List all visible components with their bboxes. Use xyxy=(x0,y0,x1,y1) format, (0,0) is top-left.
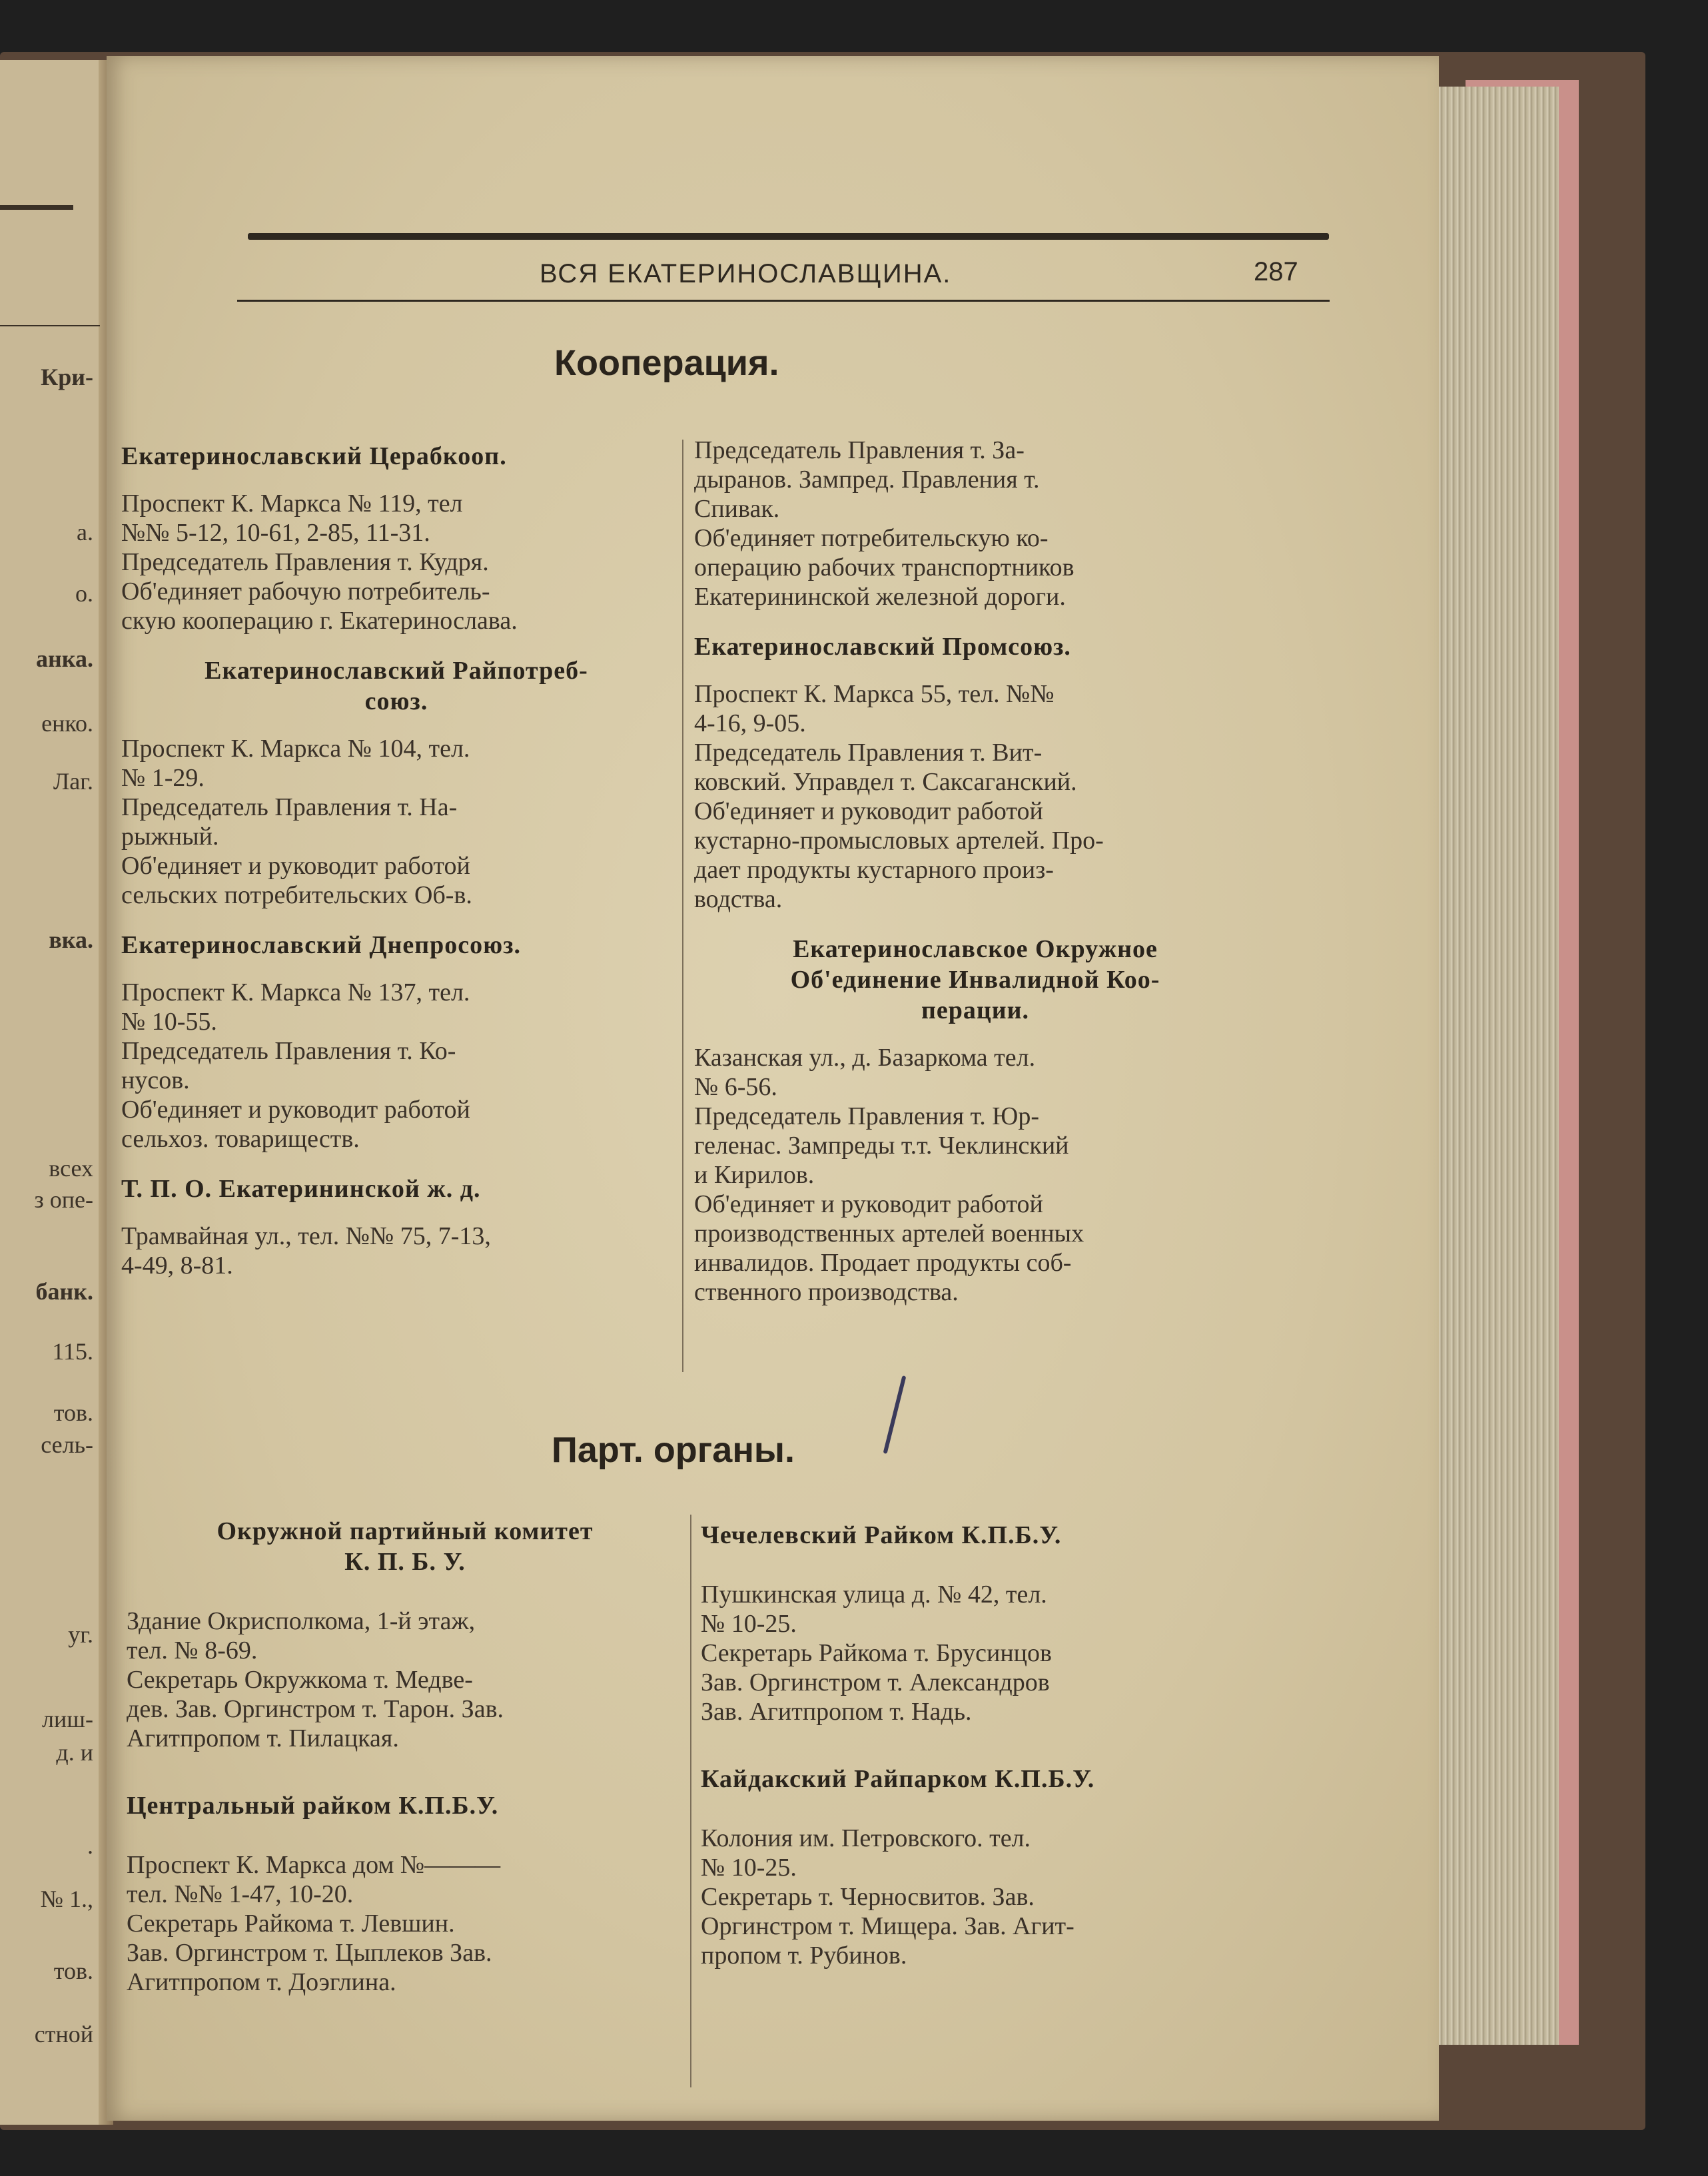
entry-title xyxy=(694,631,1256,662)
entry-text-line: Колония им. Петровского. тел. xyxy=(701,1824,1031,1852)
entry-title-line: перации. xyxy=(921,996,1030,1024)
pencil-mark xyxy=(883,1375,907,1454)
left-page-fragment-bank: банк. xyxy=(35,1278,93,1305)
entry-title xyxy=(694,934,1256,1026)
entry-title xyxy=(121,1174,671,1204)
entry-text-line: производственных артелей военных xyxy=(694,1220,1084,1248)
entry-text-line: № 10-55. xyxy=(121,1008,217,1036)
entry-text-line: Спивак. xyxy=(694,495,780,523)
entry-text-line: №№ 5-12, 10-61, 2-85, 11-31. xyxy=(121,519,430,547)
entry-text-line: Председатель Правления т. Кудря. xyxy=(121,548,489,576)
entry-text-line: Председатель Правления т. На- xyxy=(121,793,458,821)
entry-text-line: Проспект К. Маркса № 104, тел. xyxy=(121,735,470,763)
entry-text-line: ственного производства. xyxy=(694,1278,959,1306)
left-page-fragment-n1: № 1., xyxy=(40,1886,93,1912)
entry-text-line: Об'единяет потребительскую ко- xyxy=(694,524,1049,552)
entry-text-line: 4-49, 8-81. xyxy=(121,1252,233,1279)
entry-title xyxy=(701,1764,1264,1794)
left-page-fragment-a: а. xyxy=(77,519,93,545)
entry-title xyxy=(701,1520,1264,1551)
entry-title xyxy=(121,930,671,960)
header-rule-thick xyxy=(248,233,1329,240)
directory-entry xyxy=(121,655,671,910)
entry-text-line: нусов. xyxy=(121,1066,190,1094)
left-page-fragment-n115: 115. xyxy=(52,1338,93,1365)
entry-title-line: Екатеринославский Днепросоюз. xyxy=(121,931,521,959)
entry-text-line: Об'единяет и руководит работой xyxy=(121,852,470,880)
directory-entry xyxy=(701,1520,1264,1726)
directory-entry xyxy=(121,930,671,1154)
entry-text-line: Секретарь т. Черносвитов. Зав. xyxy=(701,1883,1035,1911)
entry-text-line: Агитпропом т. Доэглина. xyxy=(127,1968,396,1996)
left-page-fragment-lish: лиш- xyxy=(42,1706,93,1732)
entry-text-line: Проспект К. Маркса дом №——— xyxy=(127,1851,501,1879)
directory-entry xyxy=(701,1764,1264,1970)
left-page-head-rule xyxy=(0,325,100,326)
running-head: ВСЯ ЕКАТЕРИНОСЛАВЩИНА. xyxy=(540,259,952,288)
entry-text-line: Об'единяет и руководит работой xyxy=(694,797,1043,825)
entry-text-line: Казанская ул., д. Базаркома тел. xyxy=(694,1044,1036,1072)
entry-text-line: и Кирилов. xyxy=(694,1161,815,1189)
left-page-fragment-ope: з опе- xyxy=(34,1186,93,1213)
entry-text-line: Проспект К. Маркса № 119, тел xyxy=(121,490,463,518)
column-divider-party xyxy=(690,1515,691,2087)
entry-text-line: Секретарь Райкома т. Левшин. xyxy=(127,1910,455,1938)
directory-entry xyxy=(121,441,671,635)
entry-title-line: Екатеринославское Окружное xyxy=(793,935,1158,963)
left-page-fragment-lag: Лаг. xyxy=(53,768,93,795)
entry-text-line: Зав. Оргинстром т. Цыплеков Зав. xyxy=(127,1939,492,1967)
entry-text-line: кустарно-промысловых артелей. Про- xyxy=(694,827,1104,855)
entry-title-line: союз. xyxy=(364,687,428,715)
entry-text-line: Секретарь Окружкома т. Медве- xyxy=(127,1666,473,1694)
directory-entry xyxy=(694,934,1256,1307)
page-287 xyxy=(107,56,1439,2121)
entry-text-line: Об'единяет и руководит работой xyxy=(121,1096,470,1124)
entry-text-line: тел. №№ 1-47, 10-20. xyxy=(127,1880,354,1908)
left-page-top-rule xyxy=(0,205,73,210)
left-page-fragment-dot: . xyxy=(87,1832,93,1859)
directory-entry xyxy=(694,436,1256,611)
entry-title xyxy=(127,1790,683,1821)
entry-text-line: Зав. Агитпропом т. Надь. xyxy=(701,1698,972,1726)
header-rule-thin xyxy=(237,300,1330,302)
entry-text-line: Председатель Правления т. За- xyxy=(694,436,1025,464)
section-title-cooperation: Кооперация. xyxy=(554,343,779,383)
entry-text-line: Здание Окрисполкома, 1-й этаж, xyxy=(127,1607,476,1635)
directory-entry xyxy=(694,631,1256,914)
entry-text-line: Председатель Правления т. Юр- xyxy=(694,1102,1040,1130)
entry-title-line: К. П. Б. У. xyxy=(344,1548,466,1576)
left-page-fragment-vka: вка. xyxy=(49,926,93,953)
book-page-stack xyxy=(1426,87,1559,2045)
page-number: 287 xyxy=(1254,257,1298,286)
directory-entry xyxy=(127,1790,683,1997)
left-page-fragment-o: о. xyxy=(75,580,93,607)
entry-text-line: Агитпропом т. Пилацкая. xyxy=(127,1724,399,1752)
entry-text-line: тел. № 8-69. xyxy=(127,1636,258,1664)
directory-entry xyxy=(127,1516,683,1753)
entry-text-line: Проспект К. Маркса 55, тел. №№ xyxy=(694,680,1055,708)
entry-title-line: Екатеринославский Райпотреб- xyxy=(205,657,588,685)
entry-text-line: Председатель Правления т. Вит- xyxy=(694,739,1043,767)
entry-text-line: сельских потребительских Об-в. xyxy=(121,881,472,909)
entry-text-line: дев. Зав. Оргинстром т. Тарон. Зав. xyxy=(127,1695,504,1723)
entry-text-line: дыранов. Зампред. Правления т. xyxy=(694,466,1040,494)
party-column-right xyxy=(701,1520,1264,2007)
left-page-fragment xyxy=(0,60,113,2125)
entry-title-line: Окружной партийный комитет xyxy=(216,1517,594,1545)
entry-title-line: Кайдакский Райпарком К.П.Б.У. xyxy=(701,1765,1095,1793)
entry-text-line: Зав. Оргинстром т. Александров xyxy=(701,1668,1050,1696)
entry-title xyxy=(121,655,671,717)
left-page-fragment-ug: уг. xyxy=(68,1621,93,1648)
entry-text-line: рыжный. xyxy=(121,823,219,851)
section-title-party-organs: Парт. органы. xyxy=(552,1430,795,1470)
entry-title xyxy=(121,441,671,472)
left-page-fragment-sel: сель- xyxy=(41,1431,93,1458)
left-page-fragment-kri: Кри- xyxy=(41,364,93,390)
entry-text-line: № 10-25. xyxy=(701,1610,797,1638)
left-page-fragment-d_i: д. и xyxy=(56,1739,93,1766)
entry-text-line: сельхоз. товариществ. xyxy=(121,1125,360,1153)
left-page-fragment-enko: енко. xyxy=(41,710,93,737)
entry-text-line: № 10-25. xyxy=(701,1854,797,1882)
entry-title-line: Екатеринославский Церабкооп. xyxy=(121,442,507,470)
entry-text-line: Секретарь Райкома т. Брусинцов xyxy=(701,1639,1052,1667)
left-page-fragment-anka: анка. xyxy=(36,645,93,672)
left-page-fragment-tov2: тов. xyxy=(53,1958,93,1984)
entry-title-line: Чечелевский Райком К.П.Б.У. xyxy=(701,1521,1062,1549)
entry-text-line: Проспект К. Маркса № 137, тел. xyxy=(121,978,470,1006)
entry-title-line: Екатеринославский Промсоюз. xyxy=(694,633,1071,661)
entry-text-line: Председатель Правления т. Ко- xyxy=(121,1037,456,1065)
entry-text-line: Пушкинская улица д. № 42, тел. xyxy=(701,1581,1047,1609)
left-page-fragment-stnoi: стной xyxy=(34,2021,93,2047)
entry-text-line: Оргинстром т. Мищера. Зав. Агит- xyxy=(701,1912,1074,1940)
left-page-fragment-vseh: всех xyxy=(49,1155,93,1182)
column-divider xyxy=(682,440,683,1372)
entry-text-line: Об'единяет и руководит работой xyxy=(694,1190,1043,1218)
entry-title-line: Т. П. О. Екатерининской ж. д. xyxy=(121,1175,481,1203)
entry-text-line: Трамвайная ул., тел. №№ 75, 7-13, xyxy=(121,1222,491,1250)
entry-text-line: № 1-29. xyxy=(121,764,205,792)
entry-text-line: 4-16, 9-05. xyxy=(694,709,806,737)
entry-title-line: Об'единение Инвалидной Коо- xyxy=(790,966,1160,994)
entry-text-line: инвалидов. Продает продукты соб- xyxy=(694,1249,1072,1277)
entry-text-line: ковский. Управдел т. Саксаганский. xyxy=(694,768,1077,796)
entry-title xyxy=(127,1516,683,1577)
left-page-fragment-tov1: тов. xyxy=(53,1399,93,1426)
entry-text-line: водства. xyxy=(694,885,783,913)
entry-title-line: Центральный райком К.П.Б.У. xyxy=(127,1792,499,1820)
entry-text-line: операцию рабочих транспортников xyxy=(694,553,1074,581)
cooperation-column-right xyxy=(694,436,1256,1327)
entry-text-line: № 6-56. xyxy=(694,1073,777,1101)
entry-text-line: скую кооперацию г. Екатеринослава. xyxy=(121,607,518,635)
entry-text-line: геленас. Зампреды т.т. Чеклинский xyxy=(694,1132,1069,1160)
directory-entry xyxy=(121,1174,671,1280)
entry-text-line: Об'единяет рабочую потребитель- xyxy=(121,577,490,605)
entry-text-line: пропом т. Рубинов. xyxy=(701,1942,907,1970)
entry-text-line: дает продукты кустарного произ- xyxy=(694,856,1054,884)
party-column-left xyxy=(127,1516,683,2034)
cooperation-column-left xyxy=(121,441,671,1300)
entry-text-line: Екатерининской железной дороги. xyxy=(694,583,1066,611)
